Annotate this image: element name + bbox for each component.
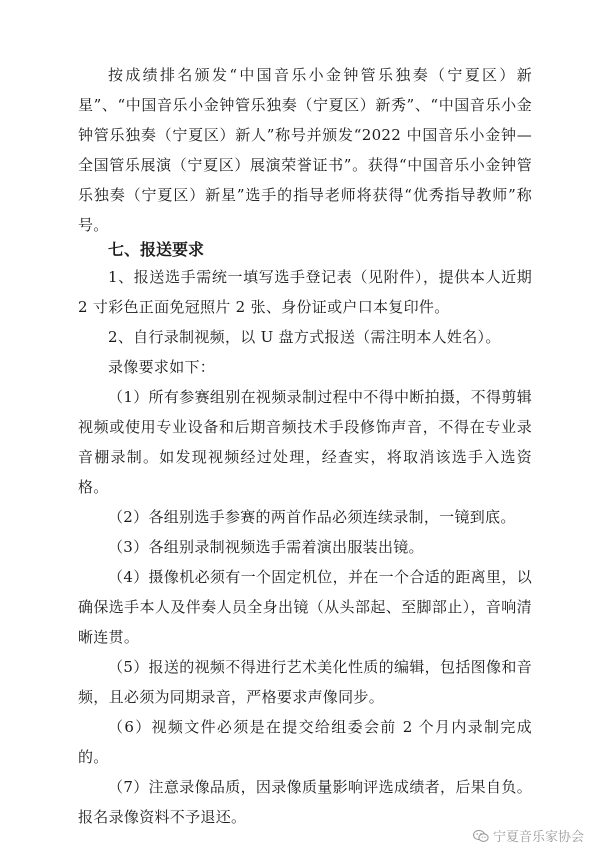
paragraph-registration: 1、报送选手需统一填写选手登记表（见附件），提供本人近期 2 寸彩色正面免冠照片 2 张、身份证或户口本复印件。 [78,268,532,316]
paragraph-requirement-4: （4）摄像机必须有一个固定机位，并在一个合适的距离里，以确保选手本人及伴奏人员全身出镜（从头部起、至脚部止），音响清晰连贯。 [78,568,532,646]
paragraph-requirement-2: （2）各组别选手参赛的两首作品必须连续录制，一镜到底。 [108,508,516,526]
paragraph-requirement-1: （1）所有参赛组别在视频录制过程中不得中断拍摄，不得剪辑视频或使用专业设备和后期音频技术手段修饰声音，不得在专业录音棚录制。如发现视频经过处理，经查实，将取消该选手入选资格。 [78,388,532,496]
wechat-icon [473,829,489,843]
paragraph-awards: 按成绩排名颁发“中国音乐小金钟管乐独奏（宁夏区）新星”、“中国音乐小金钟管乐独奏（宁夏区）新秀”、“中国音乐小金钟管乐独奏（宁夏区）新人”称号并颁发“2022 中国音乐小金钟—全国管乐展演（宁夏区）展演荣誉证书”。获得“中国音乐小金钟管乐独奏（宁夏区）新星”选手的指导老师将获得“优秀指导教师”称号。 [78,66,532,234]
section-heading-submission: 七、报送要求 [108,240,205,259]
paragraph-requirement-5: （5）报送的视频不得进行艺术美化性质的编辑，包括图像和音频，且必须为同期录音，严格要求声像同步。 [78,658,532,706]
watermark [473,826,584,845]
paragraph-video-submission: 2、自行录制视频，以 U 盘方式报送（需注明本人姓名）。 [108,328,501,346]
paragraph-requirement-3: （3）各组别录制视频选手需着演出服装出镜。 [108,538,424,556]
paragraph-video-requirements-intro: 录像要求如下： [108,358,216,376]
watermark-text: 宁夏音乐家协会 [492,830,584,845]
paragraph-requirement-7: （7）注意录像品质，因录像质量影响评选成绩者，后果自负。报名录像资料不予退还。 [78,778,532,826]
paragraph-requirement-6: （6）视频文件必须是在提交给组委会前 2 个月内录制完成的。 [78,718,532,766]
